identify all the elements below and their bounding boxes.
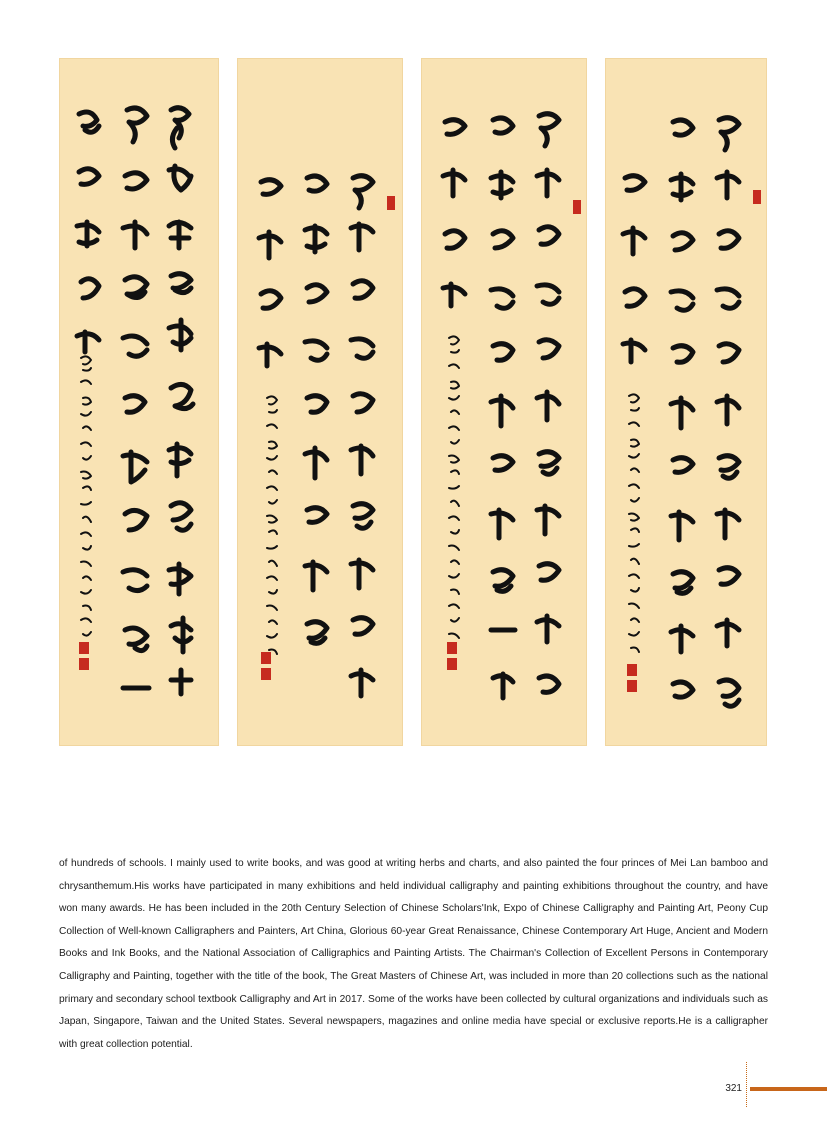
calligraphy-scroll-1: [59, 58, 219, 746]
biography-paragraph: of hundreds of schools. I mainly used to write books, and was good at writing herbs and charts, and also painted the four princes of Mei Lan bamboo and chrysanthemum.His works have participated in many exhibitions and held individual calligraphy and painting exhibitions throughout the country, and have won many awards. He has been included in the 20th Century Selection of Chinese Scholars'Ink, Expo of Chinese Calligraphy and Painting Art, Peony Cup Collection of Well-known Calligraphers and Painters, Art China, Glorious 60-year Great Renaissance, Chinese Contemporary Art Huge, Ancient and Modern Books and Ink Books, and the National Association of Calligraphics and Painting Artists. The Chairman's Collection of Excellent Persons in Contemporary Calligraphy and Painting, together with the title of the book, The Great Masters of Chinese Art, was included in more than 20 collections such as the national primary and secondary school textbook Calligraphy and Art in 2017. Some of the works have been collected by cultural organizations and individuals such as Japan, Singapore, Taiwan and the United States. Several newspapers, magazines and online media have special or exclusive reports.He is a calligrapher with great collection potential.: [59, 858, 768, 1050]
calligraphy-scroll-2: [237, 58, 403, 746]
calligraphy-ink-4: [605, 58, 767, 746]
calligraphy-ink-3: [421, 58, 587, 746]
calligraphy-scroll-3: [421, 58, 587, 746]
footer-accent-bar: [750, 1087, 827, 1091]
calligraphy-scroll-4: [605, 58, 767, 746]
footer-divider: [746, 1062, 748, 1107]
page-number: 321: [725, 1083, 742, 1094]
calligraphy-ink-1: [59, 58, 219, 746]
calligraphy-ink-2: [237, 58, 403, 746]
